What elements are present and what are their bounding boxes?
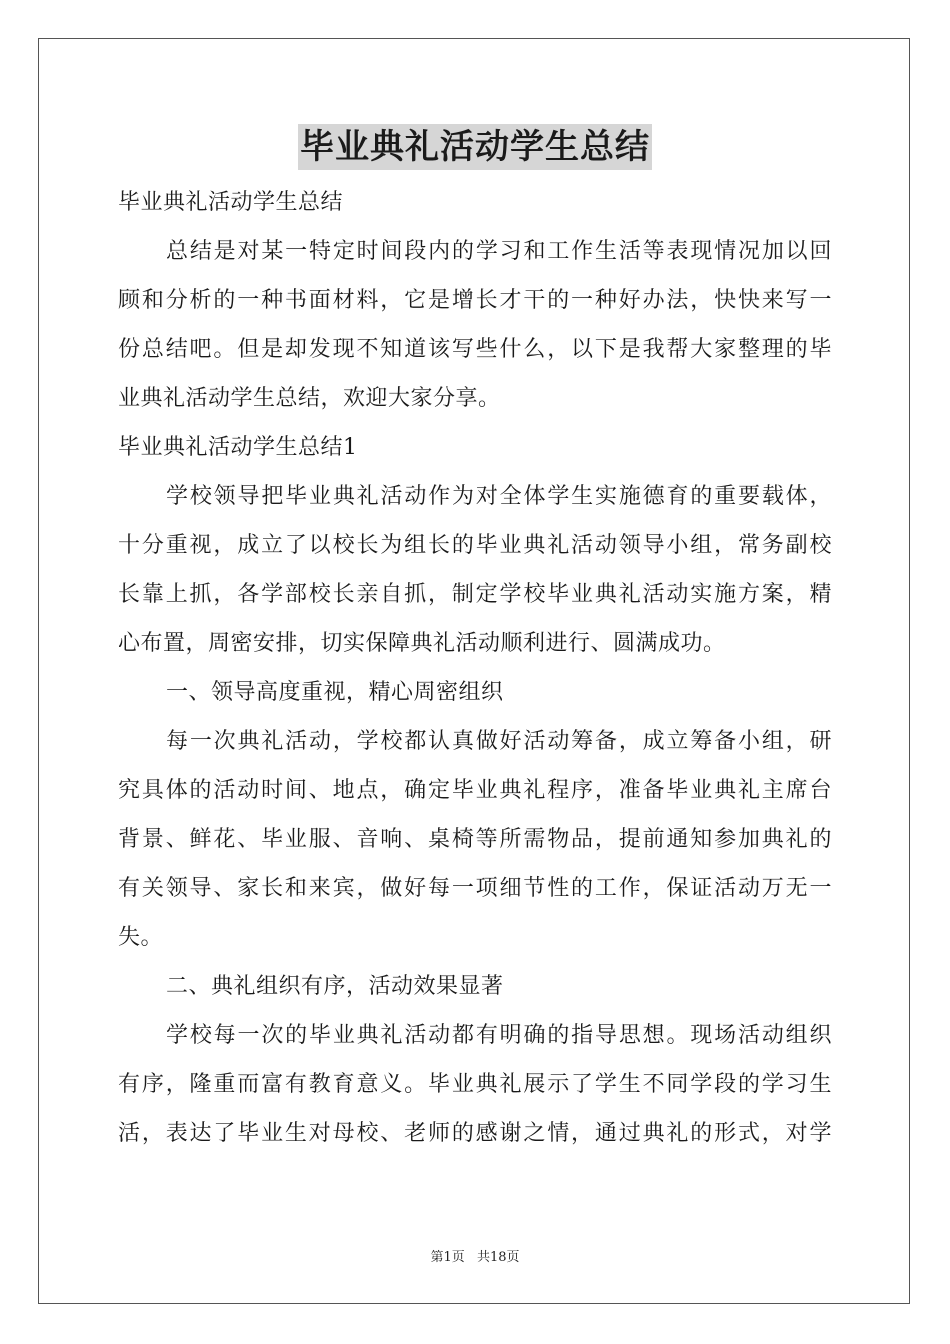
document-title: 毕业典礼活动学生总结 [298,124,652,170]
point-heading-2: 二、典礼组织有序，活动效果显著 [166,974,504,999]
text-line: 学校每一次的毕业典礼活动都有明确的指导思想。现场活动组织 [166,1023,832,1048]
text-line: 总结是对某一特定时间段内的学习和工作生活等表现情况加以回 [166,239,832,264]
paragraph-1 [118,472,832,668]
intro-paragraph [118,227,832,423]
page-number: 第1页 [430,1250,465,1265]
text-line: 业典礼活动学生总结，欢迎大家分享。 [118,386,501,411]
text-line: 长靠上抓，各学部校长亲自抓，制定学校毕业典礼活动实施方案，精 [118,582,832,607]
text-line: 失。 [118,925,164,950]
text-line: 背景、鲜花、毕业服、音响、桌椅等所需物品，提前通知参加典礼的 [118,827,832,852]
page-total: 共18页 [476,1250,520,1265]
text-line: 有关领导、家长和来宾，做好每一项细节性的工作，保证活动万无一 [118,876,832,901]
document-body [118,178,832,1158]
page-footer [0,1246,950,1265]
subtitle: 毕业典礼活动学生总结 [118,190,344,215]
text-line: 活，表达了毕业生对母校、老师的感谢之情，通过典礼的形式，对学 [118,1121,832,1146]
text-line: 份总结吧。但是却发现不知道该写些什么，以下是我帮大家整理的毕 [118,337,832,362]
text-line: 有序，隆重而富有教育意义。毕业典礼展示了学生不同学段的学习生 [118,1072,832,1097]
text-line: 究具体的活动时间、地点，确定毕业典礼程序，准备毕业典礼主席台 [118,778,832,803]
text-line: 每一次典礼活动，学校都认真做好活动筹备，成立筹备小组，研 [166,729,832,754]
point-heading-1: 一、领导高度重视，精心周密组织 [166,680,504,705]
title-container [0,124,950,170]
section-heading: 毕业典礼活动学生总结1 [118,435,358,460]
text-line: 学校领导把毕业典礼活动作为对全体学生实施德育的重要载体， [166,484,832,509]
paragraph-3 [118,1011,832,1158]
text-line: 顾和分析的一种书面材料，它是增长才干的一种好办法，快快来写一 [118,288,832,313]
text-line: 心布置，周密安排，切实保障典礼活动顺利进行、圆满成功。 [118,631,726,656]
paragraph-2 [118,717,832,962]
text-line: 十分重视，成立了以校长为组长的毕业典礼活动领导小组，常务副校 [118,533,832,558]
